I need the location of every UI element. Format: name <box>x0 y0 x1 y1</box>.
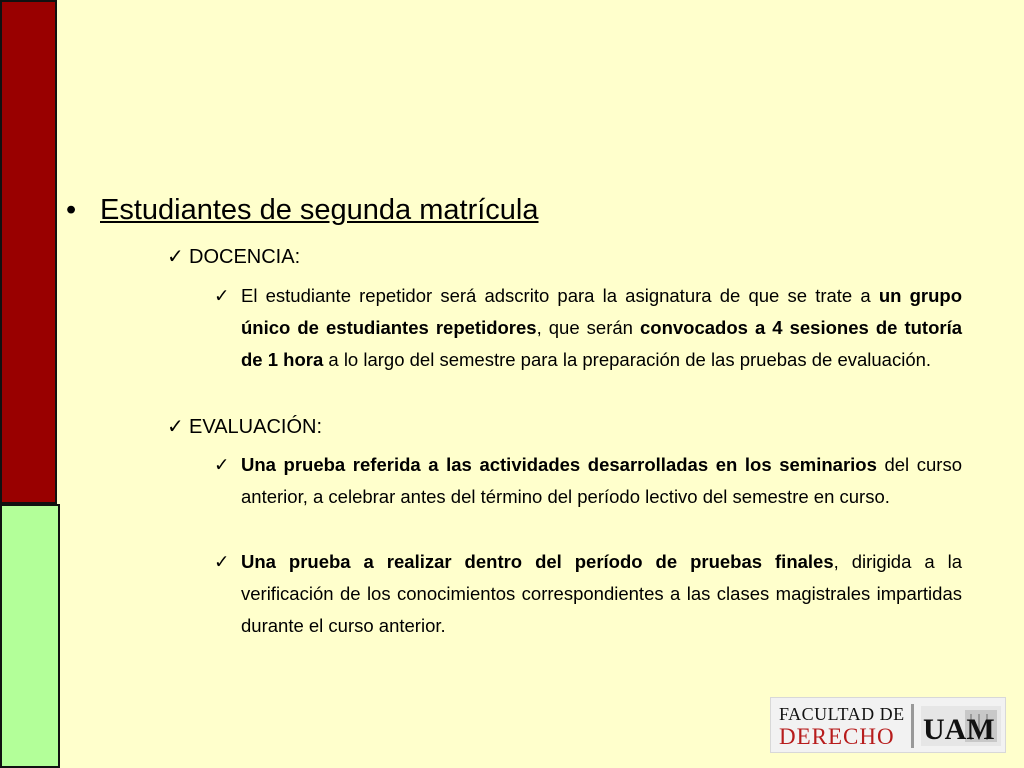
text-segment: , dirigida a la verificación de los conocimientos correspondientes a las clases magistrales impartidas durante el curso anterior. <box>241 551 962 636</box>
checkmark-icon: ✓ <box>167 246 184 268</box>
section-docencia <box>167 243 300 271</box>
bold-text: convocados a 4 sesiones de tutoría de 1 hora <box>241 317 963 370</box>
bold-text: un grupo único de estudiantes repetidores <box>241 285 962 338</box>
bullet-dot: • <box>66 194 77 226</box>
text-segment: del curso anterior, a celebrar antes del término del período lectivo del semestre en curso. <box>241 454 962 507</box>
page-title: Estudiantes de segunda matrícula <box>100 194 539 226</box>
logo-divider <box>911 704 914 748</box>
left-bar-red <box>0 0 57 504</box>
checkmark-icon: ✓ <box>167 416 184 438</box>
text-segment: El estudiante repetidor será adscrito para la asignatura de que se trate a <box>241 285 879 306</box>
bold-text: Una prueba referida a las actividades desarrolladas en los seminarios <box>241 454 877 475</box>
text-segment: , que serán <box>536 317 640 338</box>
text-segment: a lo largo del semestre para la preparación de las pruebas de evaluación. <box>323 349 932 370</box>
item-text <box>241 280 962 376</box>
list-item <box>214 280 962 376</box>
checkmark-icon: ✓ <box>214 454 230 475</box>
checkmark-icon: ✓ <box>214 285 230 306</box>
faculty-logo <box>770 697 1006 753</box>
list-item <box>214 546 962 642</box>
left-bar-green <box>0 504 60 768</box>
checkmark-icon: ✓ <box>214 551 230 572</box>
logo-line2: DERECHO <box>779 724 895 749</box>
bold-text: Una prueba a realizar dentro del período de pruebas finales <box>241 551 834 572</box>
logo-mark-text: UAM <box>923 713 995 746</box>
item-text <box>241 546 962 642</box>
logo-line1: FACULTAD DE <box>779 704 905 724</box>
list-item <box>214 449 962 513</box>
section-evaluacion <box>167 413 322 441</box>
uam-logo-icon <box>921 706 1001 746</box>
section-label: EVALUACIÓN: <box>189 416 322 438</box>
main-bullet-heading <box>66 190 766 230</box>
item-text <box>241 449 962 513</box>
section-label: DOCENCIA: <box>189 246 301 268</box>
